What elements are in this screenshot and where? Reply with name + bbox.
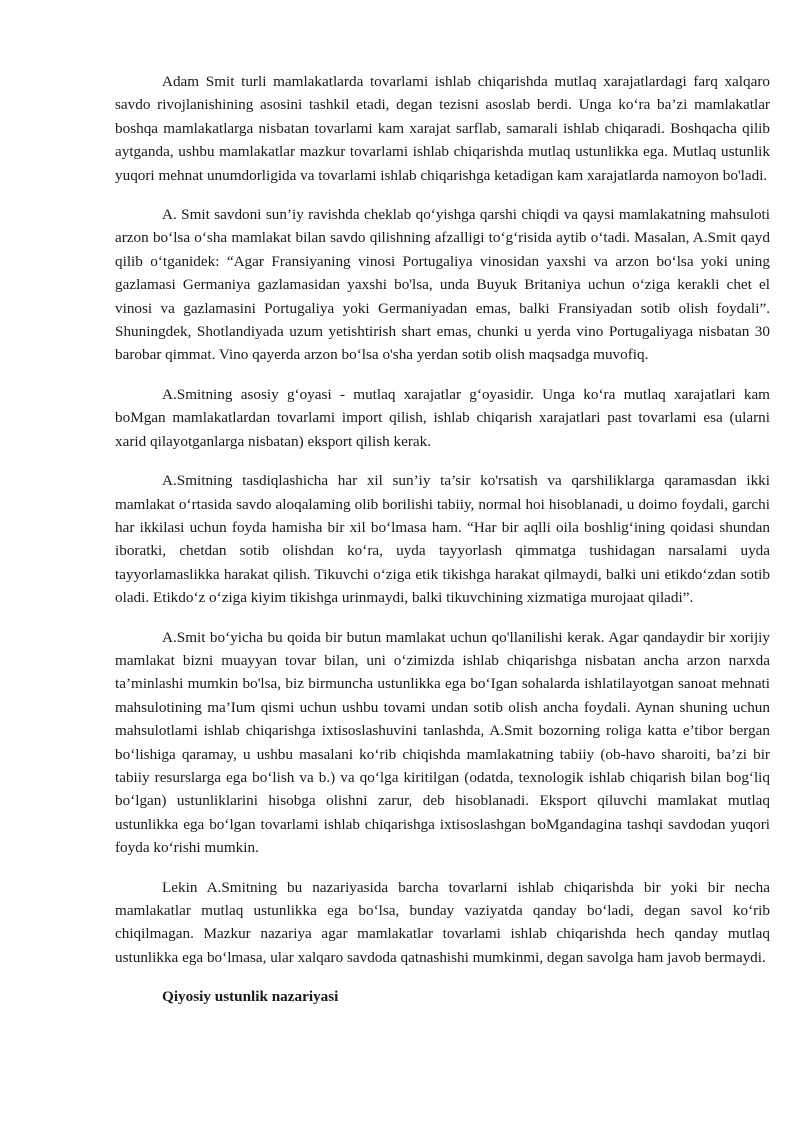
paragraph-national-rule: A.Smit bo‘yicha bu qoida bir butun mamlakat uchun qo'llanilishi kerak. Agar qandaydir bir xorijiy mamlakat bizni muayyan tovar bilan, uni o‘zimizda ishlab chiqarishga nisbatan ancha arzon narxda ta’minlashi mumkin bo'lsa, biz birmuncha ustunlikka ega bo‘Igan sohalarda ishlatilayotgan sanoat mehnati mahsulotining ma’Ium qismi uchun ushbu tovami undan sotib olish ancha foydali. Aynan shuning uchun mahsulotlami ishlab chiqarishga ixtisoslashuvini tanlashda, A.Smit bozorning roliga katta e’tibor bergan bo‘lishiga qaramay, u ushbu masalani ko‘rib chiqishda mamlakatning tabiiy (ob-havo sharoiti, ba’zi bir tabiiy resurslarga ega bo‘lish va b.) va qo‘lga kiritilgan (odatda, texnologik ishlab chiqarish bilan bog‘liq bo‘lgan) ustunliklarini hisobga olishni zarur, deb hisoblanadi. Eksport qiluvchi mamlakat mutlaq ustunlikka ega bo‘lgan tovarlami ishlab chiqarishga ixtisoslashgan boMgandagina tashqi savdodan yuqori foyda ko‘rishi mumkin. <box>115 628 770 857</box>
paragraph-limitations: Lekin A.Smitning bu nazariyasida barcha tovarlarni ishlab chiqarishda bir yoki bir necha mamlakatlar mutlaq ustunlikka ega bo‘lsa, bunday vaziyatda qanday bo‘ladi, degan savol ko‘rib chiqilmagan. Mazkur nazariya agar mamlakatlar tovarlami ishlab chiqarishda hech qanday mutlaq ustunlikka ega bo‘lmasa, ular xalqaro savdoda qatnashishi mumkinmi, degan savolga ham javob bermaydi. <box>115 878 770 966</box>
paragraph-household-rule: A.Smitning tasdiqlashicha har xil sun’iy ta’sir ko'rsatish va qarshiliklarga qaramasdan ikki mamlakat o‘rtasida savdo aloqalaming olib borilishi tabiiy, normal hoi hisoblanadi, u doimo foydali, garchi har ikkilasi uchun foyda hamisha bir xil bo‘lmasa ham. “Har bir aqlli oila boshlig‘ining qoidasi shundan iboratki, chetdan sotib olishdan ko‘ra, uyda tayyorlash qimmatga tushidagan narsalami uyda tayyorlamaslikka harakat qilish. Tikuvchi o‘ziga etik tikishga harakat qilmaydi, balki uni etikdo‘zdan sotib oladi. Etikdo‘z o‘ziga kiyim tikishga urinmaydi, balki tikuvchining xizmatiga murojaat qiladi”. <box>115 472 770 607</box>
section-heading: Qiyosiy ustunlik nazariyasi <box>162 988 339 1006</box>
paragraph-free-trade: A. Smit savdoni sun’iy ravishda cheklab qo‘yishga qarshi chiqdi va qaysi mamlakatning mahsuloti arzon bo‘lsa o‘sha mamlakat bilan savdo qilishning afzalligi to‘g‘risida aytib o‘tadi. Masalan, A.Smit qayd qilib o‘tganidek: “Agar Fransiyaning vinosi Portugaliya vinosidan yaxshi va arzon bo‘lsa yoki uning gazlamasi Germaniya gazlamasidan yaxshi bo'lsa, unda Buyuk Britaniya uchun o‘ziga kerakli chet el vinosi va gazlamasini Portugaliya yoki Germaniyadan emas, balki Fransiyadan sotib olish foydali”. Shuningdek, Shotlandiyada uzum yetishtirish shart emas, chunki u yerda vino Portugaliyaga nisbatan 30 barobar qimmat. Vino qayerda arzon bo‘lsa o'sha yerdan sotib olish maqsadga muvofiq. <box>115 206 770 364</box>
document-page <box>115 70 770 1009</box>
paragraph-main-idea: A.Smitning asosiy g‘oyasi - mutlaq xarajatlar g‘oyasidir. Unga ko‘ra mutlaq xarajatlari kam boMgan mamlakatlardan tovarlami import qilish, ishlab chiqarish xarajatlari past tovarlami esa (ularni xarid qilayotganlarga nisbatan) eksport qilish kerak. <box>115 385 770 450</box>
paragraph-absolute-advantage: Adam Smit turli mamlakatlarda tovarlami ishlab chiqarishda mutlaq xarajatlardagi farq xalqaro savdo rivojlanishining asosini tashkil etadi, degan tezisni asoslab berdi. Unga ko‘ra ba’zi mamlakatlar boshqa mamlakatlarga nisbatan tovarlami kam xarajat sarflab, samarali ishlab chiqaradi. Boshqacha qilib aytganda, ushbu mamlakatlar mazkur tovarlami ishlab chiqarishda mutlaq ustunlikka ega. Mutlaq ustunlik yuqori mehnat unumdorligida va tovarlami ishlab chiqarishga ketadigan kam xarajatlarda namoyon bo'ladi. <box>115 73 770 184</box>
